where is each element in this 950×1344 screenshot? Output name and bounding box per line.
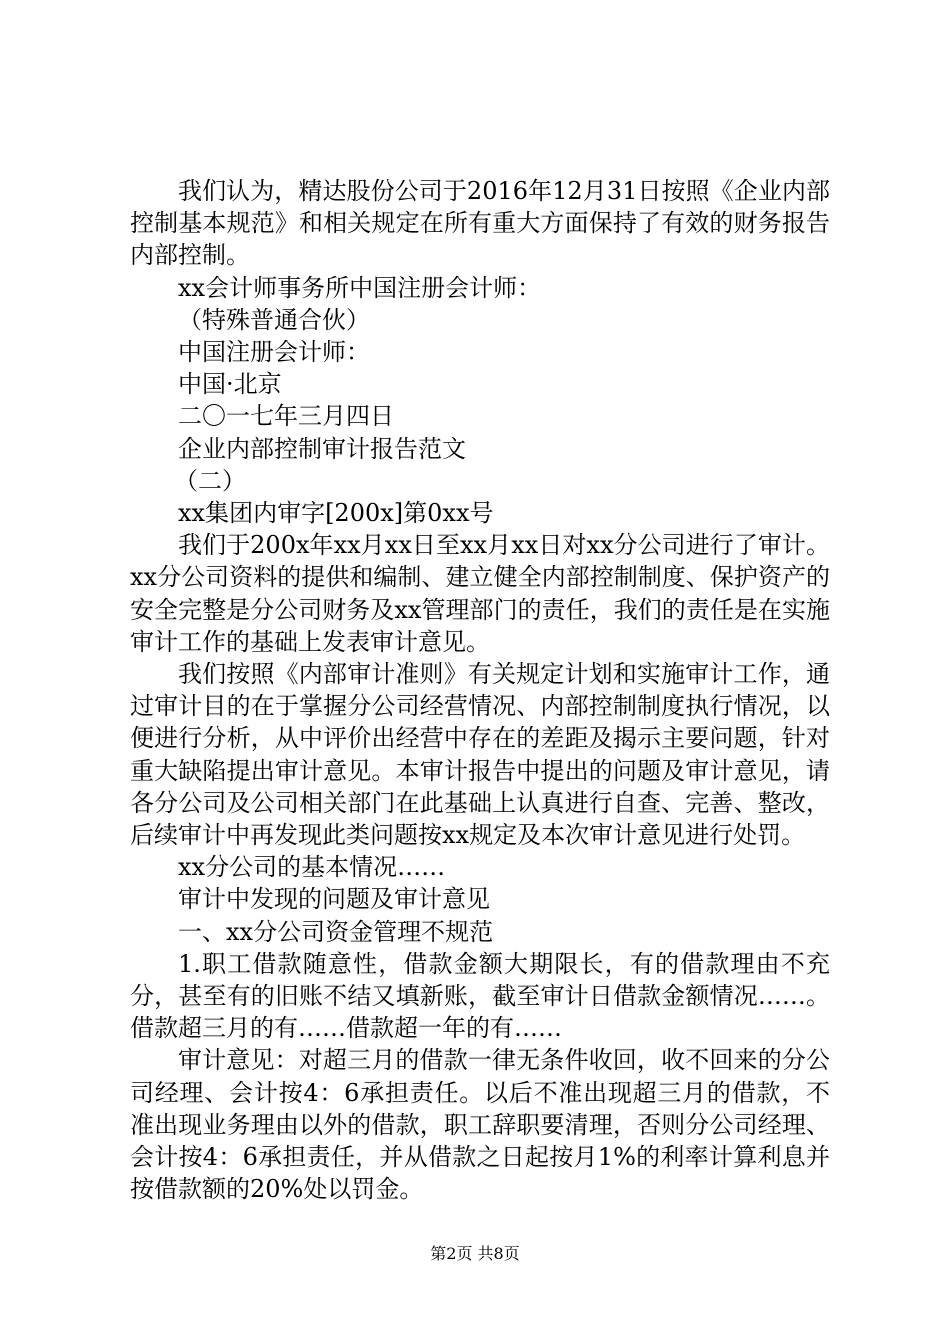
paragraph-cpa-signature: 中国注册会计师： bbox=[178, 338, 370, 367]
page-footer bbox=[0, 1244, 950, 1264]
paragraph-audit-standards: 我们按照《内部审计准则》有关规定计划和实施审计工作，通过审计目的在于掌握分公司经营情况、内部控制制度执行情况，以便进行分析，从中评价出经营中存在的差距及揭示主要问题，针对重大缺陷提出审计意见。本审计报告中提出的问题及审计意见，请各分公司及公司相关部门在此基础上认真进行自查、完善、整改，后续审计中再发现此类问题按xx规定及本次审计意见进行处罚。 bbox=[130, 660, 830, 850]
paragraph-date: 二〇一七年三月四日 bbox=[178, 402, 394, 431]
paragraph-basic-info: xx分公司的基本情况…… bbox=[178, 853, 446, 882]
paragraph-finding-detail: 1.职工借款随意性，借款金额大期限长，有的借款理由不充分，甚至有的旧账不结又填新账，截至审计日借款金额情况……。借款超三月的有……借款超一年的有…… bbox=[130, 949, 830, 1043]
paragraph-audit-scope: 我们于200x年xx月xx日至xx月xx日对xx分公司进行了审计。xx分公司资料的提供和编制、建立健全内部控制制度、保护资产的安全完整是分公司财务及xx管理部门的责任，我们的责任是在实施审计工作的基础上发表审计意见。 bbox=[130, 531, 830, 656]
paragraph-partnership: （特殊普通合伙） bbox=[178, 305, 370, 334]
paragraph-heading-number: （二） bbox=[174, 466, 246, 495]
paragraph-reference-number: xx集团内审字[200x]第0xx号 bbox=[178, 499, 494, 528]
paragraph-finding-one: 一、xx分公司资金管理不规范 bbox=[178, 917, 494, 946]
paragraph-heading-sample: 企业内部控制审计报告范文 bbox=[178, 434, 466, 463]
paragraph-firm-signature: xx会计师事务所中国注册会计师： bbox=[178, 273, 542, 302]
paragraph-opinion: 我们认为，精达股份公司于2016年12月31日按照《企业内部控制基本规范》和相关规定在所有重大方面保持了有效的财务报告内部控制。 bbox=[130, 177, 830, 270]
paragraph-findings-heading: 审计中发现的问题及审计意见 bbox=[178, 885, 490, 914]
page-number-label: 第2页 共8页 bbox=[430, 1244, 520, 1263]
document-body bbox=[130, 175, 830, 1206]
paragraph-location: 中国·北京 bbox=[178, 370, 282, 399]
paragraph-audit-opinion: 审计意见：对超三月的借款一律无条件收回，收不回来的分公司经理、会计按4：6承担责任。以后不准出现超三月的借款，不准出现业务理由以外的借款，职工辞职要清理，否则分公司经理、会计按4：6承担责任，并从借款之日起按月1%的利率计算利息并按借款额的20%处以罚金。 bbox=[130, 1046, 830, 1204]
